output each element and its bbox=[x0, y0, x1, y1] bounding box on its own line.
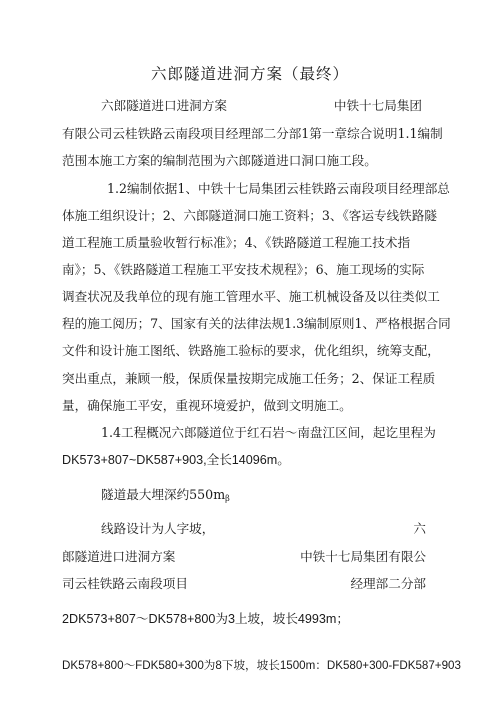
text-line: 突出重点，兼顾一般，保质保量按期完成施工任务；2、保证工程质 bbox=[62, 371, 436, 386]
text-line: 1.4工程概况六郎隧道位于红石岩～南盘江区间，起讫里程为 bbox=[101, 425, 436, 440]
subscript-mark: β bbox=[225, 494, 230, 503]
text-line: DK578+800～FDK580+300为8下坡，坡长1500m：DK580+300-FDK587+903 bbox=[62, 659, 461, 672]
text-line: 线路设计为人字坡， bbox=[101, 521, 215, 536]
text-line: 郎隧道进口进洞方案 bbox=[62, 549, 176, 564]
text-line: 2DK573+807～DK578+800为3上坡，坡长4993m； bbox=[62, 612, 350, 626]
text-line: 范围本施工方案的编制范围为六郎隧道进口洞口施工段。 bbox=[62, 153, 377, 168]
text-line: 道工程施工质量验收暂行标准》；4、《铁路隧道工程施工技术指 bbox=[62, 235, 411, 250]
text-line: 文件和设计施工图纸、铁路施工验标的要求，优化组织，统筹支配， bbox=[62, 343, 440, 358]
text-run: 隧道最大埋深约550m bbox=[101, 487, 226, 502]
text-line: 有限公司云桂铁路云南段项目经理部二分部1第一章综合说明1.1编制 bbox=[62, 126, 443, 141]
text-line: 中铁十七局集团有限公 bbox=[300, 549, 426, 564]
text-line: 六 bbox=[413, 521, 426, 536]
text-line: 调查状况及我单位的现有施工管理水平、施工机械设备及以往类似工 bbox=[62, 289, 440, 304]
text-line: 经理部二分部 bbox=[350, 576, 426, 591]
text-line: 量，确保施工平安，重视环境爱护，做到文明施工。 bbox=[62, 398, 352, 413]
text-line: 六郎隧道进口进洞方案 bbox=[101, 98, 227, 113]
text-line: 南》；5、《铁路隧道工程施工平安技术规程》；6、施工现场的实际 bbox=[62, 262, 425, 277]
text-line bbox=[101, 487, 230, 507]
text-line: 1.2编制依据1、中铁十七局集团云桂铁路云南段项目经理部总 bbox=[107, 181, 450, 196]
text-line: 司云桂铁路云南段项目 bbox=[62, 576, 188, 591]
text-line: 体施工组织设计；2、六郎隧道洞口施工资料；3、《客运专线铁路隧 bbox=[62, 208, 437, 223]
document-title: 六郎隧道进洞方案（最终） bbox=[150, 65, 349, 83]
text-line: 中铁十七局集团 bbox=[333, 98, 422, 113]
text-line: DK573+807~DK587+903,全长14096m。 bbox=[62, 453, 290, 467]
text-line: 程的施工阅历；7、国家有关的法律法规1.3编制原则1、严格根据合同 bbox=[62, 316, 451, 331]
